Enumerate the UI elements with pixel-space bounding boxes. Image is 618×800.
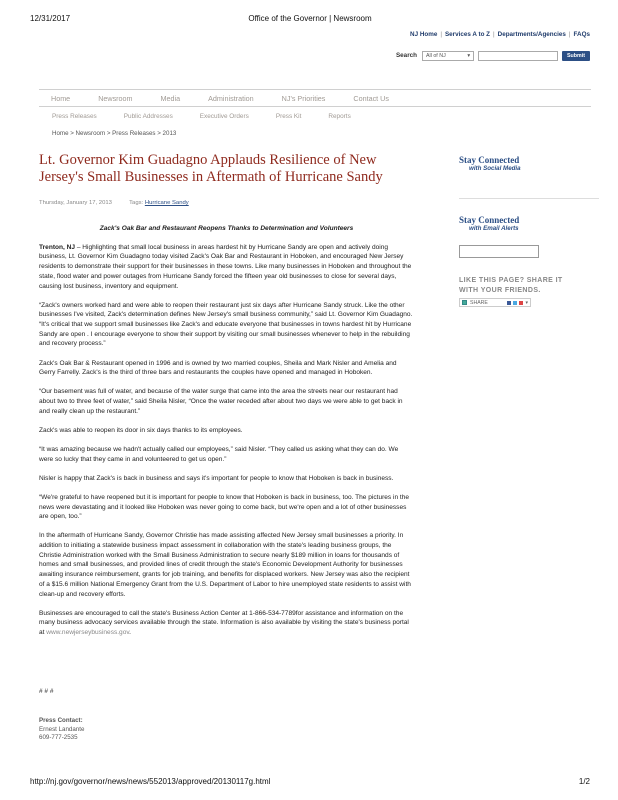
sub-nav xyxy=(52,113,378,120)
subnav-reports[interactable]: Reports xyxy=(328,113,351,120)
utility-link-nj-home[interactable]: NJ Home xyxy=(410,31,438,38)
nav-priorities[interactable]: NJ's Priorities xyxy=(281,93,326,103)
business-portal-link[interactable]: www.newjerseybusiness.gov xyxy=(46,629,130,637)
email-alert-input[interactable] xyxy=(459,245,539,258)
search-input[interactable] xyxy=(478,51,558,61)
main-nav xyxy=(39,89,591,107)
press-contact xyxy=(39,717,84,743)
subnav-press-kit[interactable]: Press Kit xyxy=(275,113,302,120)
nav-media[interactable]: Media xyxy=(160,93,181,103)
utility-link-departments[interactable]: Departments/Agencies xyxy=(497,31,566,38)
article-paragraph: Zack's Oak Bar & Restaurant opened in 1996 and is owned by two married couples, Sheila and Mark Nisler and Amelia and Gerry Farrelly. Zack's is the third of three bars and restaurants the couples have opened and managed in Hoboken. xyxy=(39,359,397,377)
sidebar-social xyxy=(459,155,599,199)
dateline: Trenton, NJ xyxy=(39,243,76,251)
utility-link-faqs[interactable]: FAQs xyxy=(573,31,590,38)
facebook-icon xyxy=(507,301,511,305)
email-icon xyxy=(519,301,523,305)
twitter-icon xyxy=(513,301,517,305)
article-closing xyxy=(39,609,414,638)
print-date: 12/31/2017 xyxy=(30,14,71,23)
email-title[interactable]: Stay Connected xyxy=(459,215,520,225)
share-section xyxy=(459,276,599,307)
article-date: Thursday, January 17, 2013 xyxy=(39,200,112,206)
nav-home[interactable]: Home xyxy=(51,93,71,103)
social-subtitle[interactable]: with Social Media xyxy=(469,165,521,172)
breadcrumb[interactable]: Home > Newsroom > Press Releases > 2013 xyxy=(52,130,177,137)
print-page-number: 1/2 xyxy=(578,777,590,786)
search-scope-select[interactable] xyxy=(422,51,474,61)
nav-newsroom[interactable]: Newsroom xyxy=(98,93,133,103)
utility-link-services[interactable]: Services A to Z xyxy=(444,31,491,38)
chevron-down-icon: ▾ xyxy=(467,52,470,59)
article-body xyxy=(39,224,414,647)
search-bar xyxy=(396,49,590,62)
article-paragraph: Zack's was able to reopen its door in six days thanks to its employees. xyxy=(39,426,243,434)
share-icon xyxy=(462,300,467,305)
share-cta-line-1: LIKE THIS PAGE? SHARE IT xyxy=(459,277,563,284)
email-subtitle[interactable]: with Email Alerts xyxy=(469,225,519,232)
print-page-title: Office of the Governor | Newsroom xyxy=(248,14,372,23)
print-url: http://nj.gov/governor/news/news/552013/approved/20130117g.html xyxy=(30,777,271,786)
lead-text: – Highlighting that small local business in areas hardest hit by Hurricane Sandy are open and actively doing business, Lt. Governor Kim Guadagno today visited Zack's Oak Bar and Restaurant in Hoboken, and encouraged New Jersey residents to demonstrate their support for their businesses in these towns. Like many businesses in Hoboken and throughout the state, flood water and power outages from Hurricane Sandy forced the fifteen year old businesses to close for several days, causing lost business, inventory and equipment. xyxy=(39,243,412,290)
nav-administration[interactable]: Administration xyxy=(208,93,254,103)
article-paragraph: Nisler is happy that Zack's is back in business and says it's important for people to know that Hoboken is back in business. xyxy=(39,474,394,482)
search-label: Search xyxy=(395,52,417,59)
print-footer xyxy=(30,777,590,786)
utility-nav: NJ Home | Services A to Z | Departments/Agencies | FAQs xyxy=(410,31,590,38)
end-mark: # # # xyxy=(39,688,54,695)
article-paragraph: “It was amazing because we hadn't actually called our employees,” said Nisler. “They called us asking what they can do. We were so lucky that they came in and volunteered to get us open.” xyxy=(39,445,399,463)
closing-period: . xyxy=(129,629,131,637)
share-button[interactable] xyxy=(459,298,531,307)
sidebar-divider xyxy=(459,198,599,199)
subnav-press-releases[interactable]: Press Releases xyxy=(52,113,97,120)
chevron-down-icon: ▾ xyxy=(525,299,528,306)
closing-text: Businesses are encouraged to call the state's Business Action Center at 1-866-534-7789for assistance and information on the many business advocacy services available through the state. Information is also available by visiting the state's business portal at xyxy=(39,609,409,637)
nav-contact[interactable]: Contact Us xyxy=(353,93,389,103)
article-paragraph: “Zack's owners worked hard and were able to reopen their restaurant just six days after Hurricane Sandy struck. Like the other businesses I've visited, Zack's determination defines New Jersey's small business community,” said Lt. Governor Kim Guadagno. “It's critical that we support small businesses like Zack's and educate everyone that businesses in towns hardest hit by Hurricane Sandy are open . I encourage everyone to show their support by visiting our small businesses whenever to help in the rebuilding and recovery process.” xyxy=(39,301,413,348)
social-title[interactable]: Stay Connected xyxy=(459,155,520,165)
share-cta-line-2: WITH YOUR FRIENDS. xyxy=(459,286,541,294)
article-paragraph: In the aftermath of Hurricane Sandy, Governor Christie has made assisting affected New Jersey small businesses a priority. In addition to initiating a statewide business impact assessment in collaboration with the state's leading business groups, the Christie Administration worked with the Small Business Administration to secure nearly $189 million in loans for thousands of homes and small businesses, and provided lines of credit through the state's Economic Development Authority for businesses awaiting insurance reimbursement, grants for job training, and benefits for displaced workers. New Jersey was also the recipient of a $15.6 million National Emergency Grant from the U.S. Department of Labor to hire unemployed state residents to assist with clean-up and recovery efforts. xyxy=(39,532,411,598)
article-subhead: Zack's Oak Bar and Restaurant Reopens Thanks to Determination and Volunteers xyxy=(99,225,354,232)
subnav-executive-orders[interactable]: Executive Orders xyxy=(199,113,249,120)
tag-link[interactable]: Hurricane Sandy xyxy=(144,200,189,206)
contact-phone: 609-777-2535 xyxy=(39,734,78,742)
tags-label: Tags: xyxy=(129,200,144,206)
subnav-public-addresses[interactable]: Public Addresses xyxy=(123,113,173,120)
share-label: SHARE xyxy=(470,299,488,306)
article-headline: Lt. Governor Kim Guadagno Applauds Resilience of New Jersey's Small Businesses in Aftermath of Hurricane Sandy xyxy=(39,152,383,185)
article-paragraph: “Our basement was full of water, and because of the water surge that came into the area the streets near our restaurant had about two to three feet of water,” said Sheila Nisler, “Once the water receded after about two days we were able to get back in and really clean up the restaurant.” xyxy=(39,388,403,415)
article-lead xyxy=(39,243,414,292)
contact-label: Press Contact: xyxy=(39,717,83,724)
article-meta xyxy=(39,200,189,206)
article-paragraph: “We're grateful to have reopened but it is important for people to know that Hoboken is back in business, too. The pictures in the news were devastating and it looked like Hoboken was never going to come back, but we're open and a lot of other businesses are open, too.” xyxy=(39,493,410,521)
contact-name: Ernest Landante xyxy=(39,725,85,733)
sidebar-email xyxy=(459,215,599,258)
search-submit-button[interactable]: Submit xyxy=(562,51,590,61)
search-scope-value: All of NJ xyxy=(426,52,446,59)
